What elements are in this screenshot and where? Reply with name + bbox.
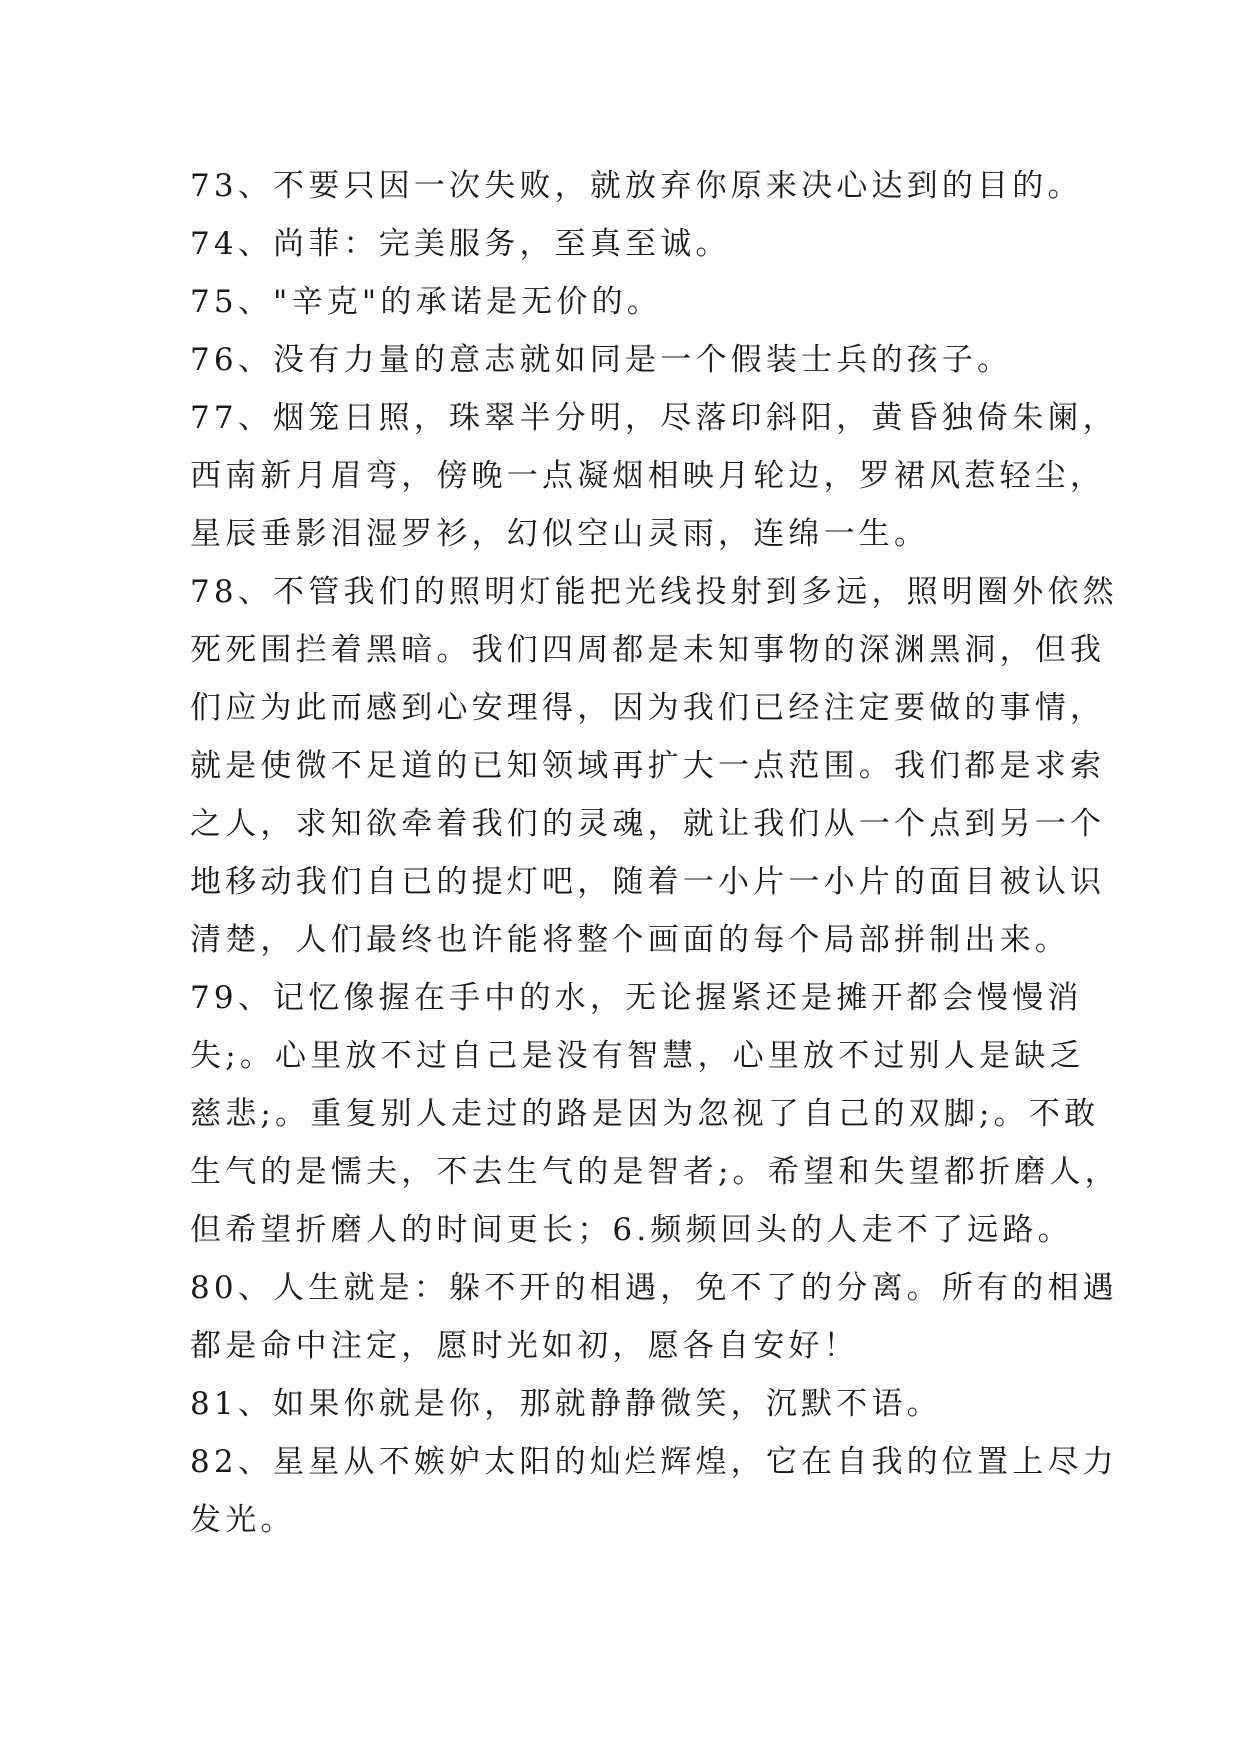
- text-line: 82、星星从不嫉妒太阳的灿烂辉煌，它在自我的位置上尽力: [190, 1444, 1118, 1480]
- text-line: 慈悲;。重复别人走过的路是因为忽视了自己的双脚;。不敢: [190, 1096, 1100, 1132]
- text-line: 78、不管我们的照明灯能把光线投射到多远，照明圈外依然: [190, 574, 1118, 610]
- text-line: 之人，求知欲牵着我们的灵魂，就让我们从一个点到另一个: [190, 806, 1106, 842]
- text-line: 地移动我们自已的提灯吧，随着一小片一小片的面目被认识: [190, 864, 1106, 900]
- text-line: 星辰垂影泪湿罗衫，幻似空山灵雨，连绵一生。: [190, 516, 930, 552]
- text-line: 失;。心里放不过自己是没有智慧，心里放不过别人是缺乏: [190, 1038, 1085, 1074]
- text-line: 发光。: [190, 1502, 296, 1538]
- text-line: 生气的是懦夫，不去生气的是智者;。希望和失望都折磨人，: [190, 1154, 1120, 1190]
- text-line: 79、记忆像握在手中的水，无论握紧还是摊开都会慢慢消: [190, 980, 1083, 1016]
- text-line: 80、人生就是：躲不开的相遇，免不了的分离。所有的相遇: [190, 1270, 1118, 1306]
- text-line: 就是使微不足道的已知领域再扩大一点范围。我们都是求索: [190, 748, 1106, 784]
- text-line: 76、没有力量的意志就如同是一个假装士兵的孩子。: [190, 342, 1013, 378]
- text-line: 们应为此而感到心安理得，因为我们已经注定要做的事情，: [190, 690, 1106, 726]
- text-line: 都是命中注定，愿时光如初，愿各自安好！: [190, 1328, 859, 1364]
- text-line: 73、不要只因一次失败，就放弃你原来决心达到的目的。: [190, 168, 1083, 204]
- text-line: 77、烟笼日照，珠翠半分明，尽落印斜阳，黄昏独倚朱阑，: [190, 400, 1118, 436]
- text-line: 74、尚菲：完美服务，至真至诚。: [190, 226, 731, 262]
- text-line: 西南新月眉弯，傍晚一点凝烟相映月轮边，罗裙风惹轻尘，: [190, 458, 1106, 494]
- text-line: 75、"辛克"的承诺是无价的。: [190, 284, 662, 320]
- text-line: 81、如果你就是你，那就静静微笑，沉默不语。: [190, 1386, 942, 1422]
- text-line: 死死围拦着黑暗。我们四周都是未知事物的深渊黑洞，但我: [190, 632, 1106, 668]
- document-body: [190, 157, 1120, 1549]
- text-line: 清楚，人们最终也许能将整个画面的每个局部拼制出来。: [190, 922, 1070, 958]
- text-line: 但希望折磨人的时间更长；6.频频回头的人走不了远路。: [190, 1212, 1073, 1248]
